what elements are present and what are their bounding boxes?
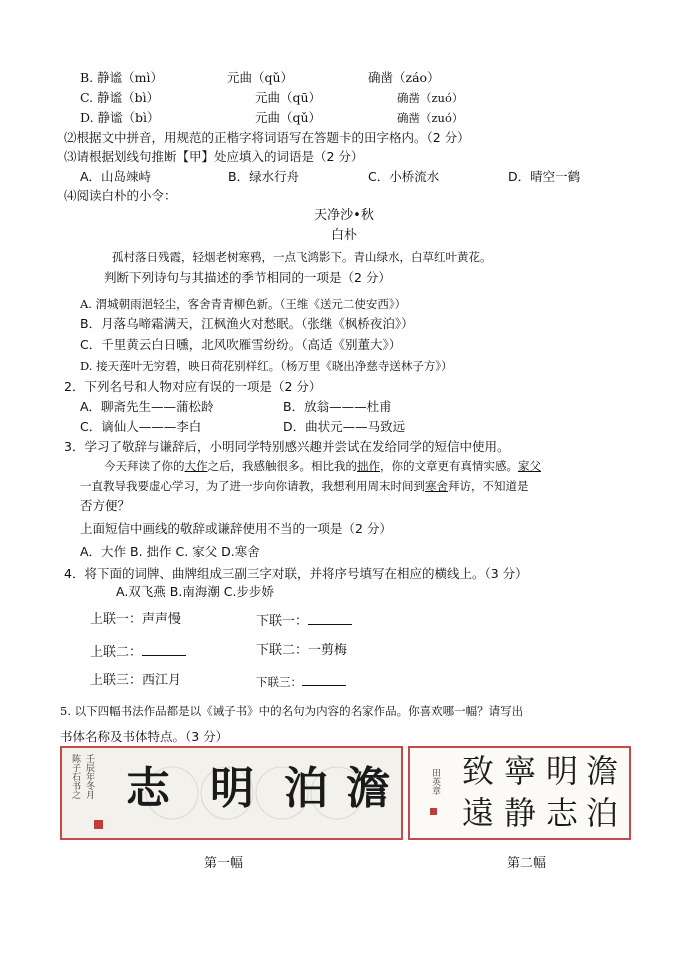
poem-title: 天净沙•秋 xyxy=(314,208,374,223)
q1-option-b-word2: 元曲（qǔ） xyxy=(227,70,294,85)
inscription-line: 田英章 xyxy=(430,768,440,795)
q5-stem2: 书体名称及书体特点。（3 分） xyxy=(60,729,229,744)
q1-sub4-option-a: A. 渭城朝雨浥轻尘，客舍青青柳色新。（王维《送元二使安西》） xyxy=(80,297,407,311)
calligraphy-char: 明 xyxy=(546,752,579,790)
calligraphy-char: 遠 xyxy=(462,794,495,832)
q1-option-d-word3: 确凿（zuó） xyxy=(397,111,464,125)
q4-stem: 4．将下面的词牌、曲牌组成三副三字对联，并将序号填写在相应的横线上。（3 分） xyxy=(64,566,528,581)
calligraphy-char: 静 xyxy=(504,794,537,832)
q1-option-c-word2: 元曲（qū） xyxy=(255,90,322,105)
q1-sub3-option-a: A．山岛竦峙 xyxy=(80,169,152,184)
q1-sub4-option-c: C．千里黄云白日曛，北风吹雁雪纷纷。（高适《别董大》） xyxy=(80,337,402,352)
q1-sub2: ⑵根据文中拼音，用规范的正楷字将词语写在答题卡的田字格内。（2 分） xyxy=(64,130,470,145)
calligraphy-char: 致 xyxy=(462,752,495,790)
q4-up1: 上联一：声声慢 xyxy=(90,612,182,627)
calligraphy-char: 寧 xyxy=(504,752,537,790)
word-hanshe: 寒舍 xyxy=(425,479,448,493)
q1-option-c: C. 静谧（bì） xyxy=(80,90,160,105)
inscription-line: 壬辰年冬月 xyxy=(84,754,94,799)
calligraphy-char: 志 xyxy=(126,763,170,814)
q3-message-line1: 今天拜读了你的大作之后，我感触很多。相比我的拙作，你的文章更有真情实感。家父 xyxy=(104,459,541,473)
q4-down3: 下联三： xyxy=(256,673,346,690)
answer-blank[interactable] xyxy=(302,673,346,686)
q3-stem: 3．学习了敬辞与谦辞后，小明同学特别感兴趣并尝试在发给同学的短信中使用。 xyxy=(64,439,510,454)
q4-up3: 上联三：西江月 xyxy=(90,673,182,688)
q4-down2: 下联二：一剪梅 xyxy=(256,643,348,658)
calligraphy-char: 泊 xyxy=(284,763,328,814)
q4-choices: A.双飞燕 B.南海潮 C.步步娇 xyxy=(116,584,275,599)
inscription-line: 陈子石书之 xyxy=(70,754,80,799)
q3-options: A．大作 B. 拙作 C. 家父 D.寒舍 xyxy=(80,544,260,559)
q3-message-line2: 一直教导我要虚心学习，为了进一步向你请教，我想利用周末时间到寒舍拜访，不知道是 xyxy=(80,479,529,493)
calligraphy-char: 澹 xyxy=(586,752,619,790)
q1-option-c-word3: 确凿（zuó） xyxy=(397,91,464,105)
calligraphy-char: 澹 xyxy=(346,763,390,814)
q3-question: 上面短信中画线的敬辞或谦辞使用不当的一项是（2 分） xyxy=(80,521,392,536)
seal-stamp xyxy=(94,820,103,829)
word-jiafu: 家父 xyxy=(518,459,541,473)
poem-text: 孤村落日残霞，轻烟老树寒鸦，一点飞鸿影下。青山绿水，白草红叶黄花。 xyxy=(112,250,492,264)
caption-first: 第一幅 xyxy=(204,856,244,871)
q1-sub3: ⑶请根据划线句推断【甲】处应填入的词语是（2 分） xyxy=(64,149,364,164)
q1-sub4-option-b: B．月落乌啼霜满天，江枫渔火对愁眠。（张继《枫桥夜泊》） xyxy=(80,316,414,331)
q1-option-b: B. 静谧（mì） xyxy=(80,70,163,85)
q3-message-line3: 否方便？ xyxy=(80,498,131,513)
q2-option-d: D．曲状元——马致远 xyxy=(283,419,406,434)
q1-sub4: ⑷阅读白朴的小令： xyxy=(64,188,177,203)
q2-option-c: C．谪仙人———李白 xyxy=(80,419,202,434)
q1-sub4-question: 判断下列诗句与其描述的季节相同的一项是（2 分） xyxy=(104,270,391,285)
q1-option-d-word2: 元曲（qǔ） xyxy=(255,110,322,125)
poem-author: 白朴 xyxy=(330,228,357,243)
q5-stem: 5. 以下四幅书法作品都是以《诫子书》中的名句为内容的名家作品。你喜欢哪一幅？请写出 xyxy=(60,704,524,718)
caption-second: 第二幅 xyxy=(507,856,547,871)
calligraphy-char: 志 xyxy=(546,794,579,832)
word-zhuozuo: 拙作 xyxy=(357,459,380,473)
q1-sub3-option-b: B．绿水行舟 xyxy=(228,169,300,184)
seal-stamp xyxy=(430,808,437,815)
word-dazuo: 大作 xyxy=(184,459,208,473)
q2-option-b: B．放翁———杜甫 xyxy=(283,399,392,414)
q1-option-d: D. 静谧（bì） xyxy=(80,110,160,125)
q4-down1: 下联一： xyxy=(256,612,352,630)
q1-sub4-option-d: D. 接天莲叶无穷碧，映日荷花别样红。（杨万里《晓出净慈寺送林子方》） xyxy=(80,359,453,373)
calligraphy-artwork-1 xyxy=(60,746,403,840)
answer-blank[interactable] xyxy=(308,612,352,625)
q4-up2: 上联二： xyxy=(90,643,186,661)
answer-blank[interactable] xyxy=(142,643,186,656)
calligraphy-artwork-2 xyxy=(408,746,631,840)
calligraphy-char: 泊 xyxy=(586,794,619,832)
q2-stem: 2．下列名号和人物对应有误的一项是（2 分） xyxy=(64,379,322,394)
q2-option-a: A．聊斋先生——蒲松龄 xyxy=(80,399,214,414)
calligraphy-char: 明 xyxy=(210,763,254,814)
q1-sub3-option-d: D．晴空一鹤 xyxy=(508,169,581,184)
q1-sub3-option-c: C．小桥流水 xyxy=(368,169,440,184)
q1-option-b-word3: 确凿（záo） xyxy=(368,70,440,85)
